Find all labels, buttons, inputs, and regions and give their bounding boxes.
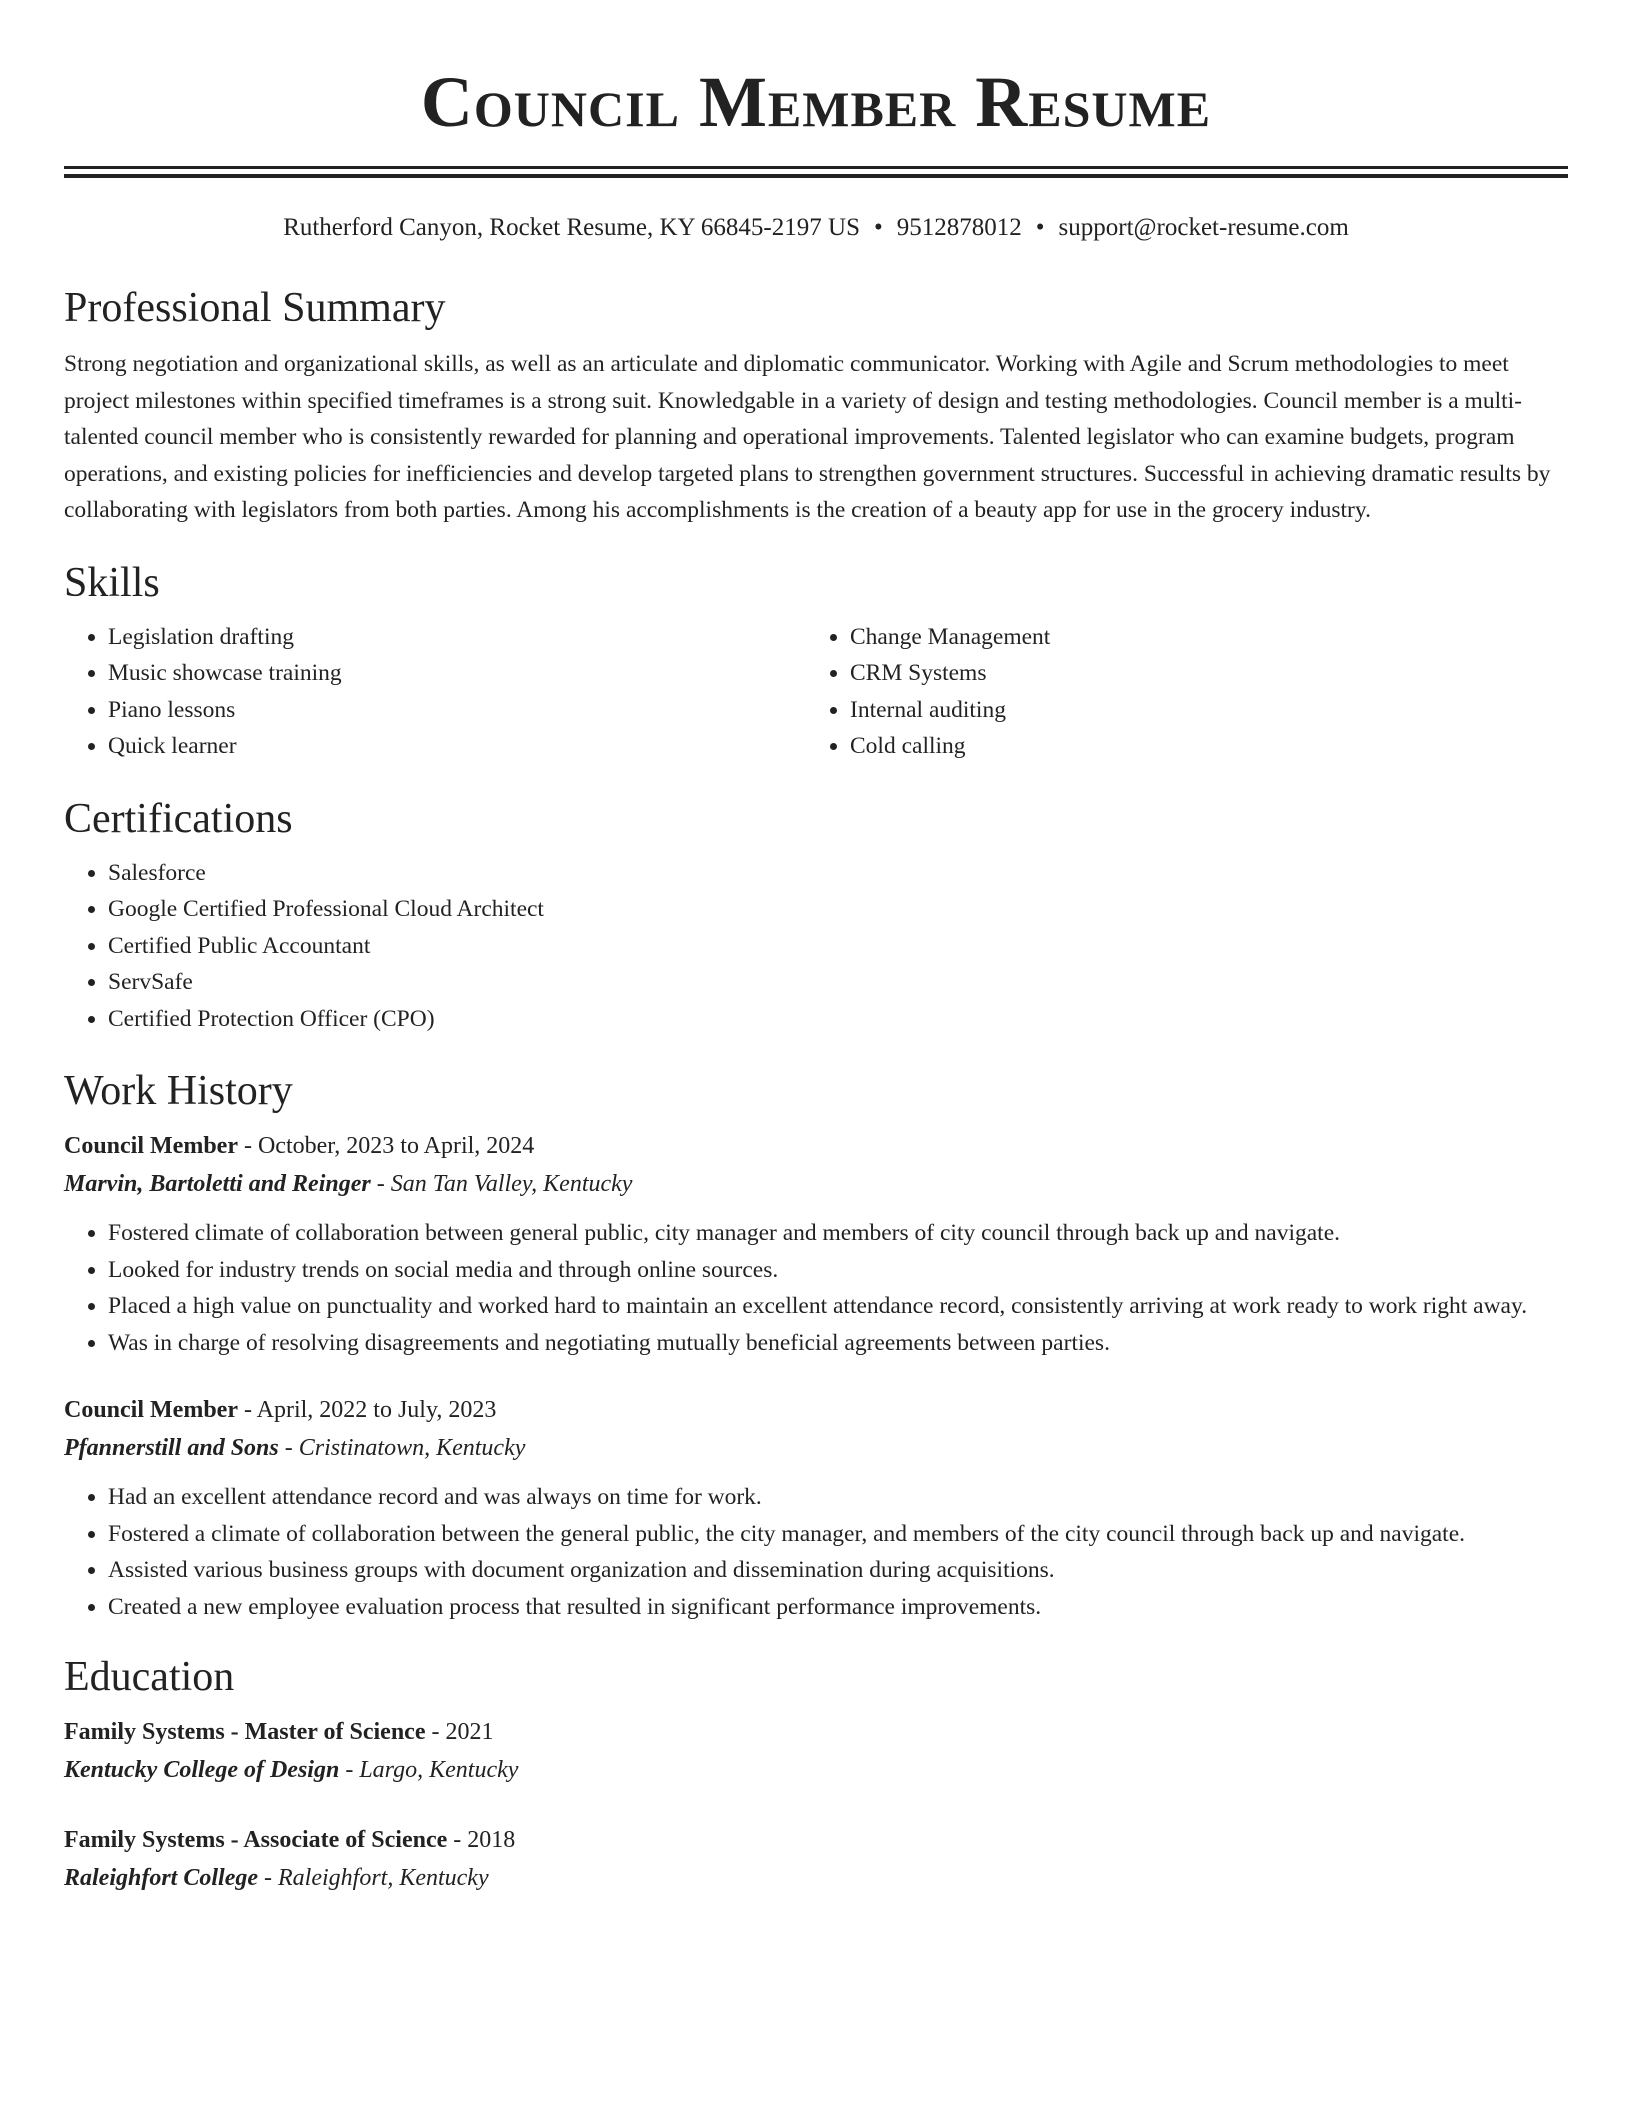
degree-name: Family Systems - Master of Science bbox=[64, 1719, 426, 1745]
job-dates: October, 2023 to April, 2024 bbox=[257, 1133, 535, 1159]
job-company-line: Pfannerstill and Sons - Cristinatown, Kentucky bbox=[64, 1435, 526, 1461]
contact-phone: 9512878012 bbox=[896, 214, 1022, 241]
job-location: Cristinatown, Kentucky bbox=[298, 1435, 526, 1461]
certification-item: • Certified Public Accountant bbox=[108, 928, 1568, 965]
degree-line: Family Systems - Master of Science - 2021 bbox=[64, 1719, 494, 1745]
skills-grid bbox=[64, 619, 1568, 765]
contact-email: support@rocket-resume.com bbox=[1058, 214, 1349, 241]
school-line: Raleighfort College - Raleighfort, Kentucky bbox=[64, 1865, 489, 1891]
skills-heading: Skills bbox=[64, 559, 160, 606]
school-location: Raleighfort, Kentucky bbox=[278, 1865, 489, 1891]
education-entry bbox=[64, 1821, 1568, 1897]
responsibility-item: • Assisted various business groups with document organization and dissemination during acquisitions. bbox=[108, 1552, 1568, 1589]
job-title-line: Council Member - October, 2023 to April, 2024 bbox=[64, 1133, 535, 1159]
school-name: Raleighfort College bbox=[64, 1865, 258, 1891]
contact-address: Rutherford Canyon, Rocket Resume, KY 66845-2197 US bbox=[283, 214, 860, 241]
job-title: Council Member bbox=[64, 1133, 238, 1159]
skills-list-left bbox=[64, 619, 806, 765]
certifications-section bbox=[64, 793, 1568, 1038]
skill-item: • Internal auditing bbox=[850, 692, 1548, 729]
degree-year: 2018 bbox=[467, 1827, 516, 1853]
skill-item: • CRM Systems bbox=[850, 655, 1548, 692]
skill-item: • Legislation drafting bbox=[108, 619, 806, 656]
job-company: Marvin, Bartoletti and Reinger bbox=[64, 1171, 371, 1197]
responsibility-item: • Had an excellent attendance record and was always on time for work. bbox=[108, 1479, 1568, 1516]
skills-section bbox=[64, 557, 1568, 765]
school-location: Largo, Kentucky bbox=[359, 1757, 519, 1783]
skill-item: • Piano lessons bbox=[108, 692, 806, 729]
responsibility-item: • Fostered climate of collaboration between general public, city manager and members of city council through back up and navigate. bbox=[108, 1215, 1568, 1252]
work-history-section bbox=[64, 1065, 1568, 1625]
skill-item: • Change Management bbox=[850, 619, 1548, 656]
resume-title: Council Member Resume bbox=[420, 62, 1212, 142]
job-responsibilities bbox=[64, 1215, 1568, 1361]
certification-item: • Certified Protection Officer (CPO) bbox=[108, 1001, 1568, 1038]
education-entry bbox=[64, 1713, 1568, 1789]
job-company-line: Marvin, Bartoletti and Reinger - San Tan Valley, Kentucky bbox=[64, 1171, 633, 1197]
work-history-heading: Work History bbox=[64, 1068, 293, 1114]
responsibility-item: • Fostered a climate of collaboration between the general public, the city manager, and members of the city council through back up and navigate. bbox=[108, 1516, 1568, 1553]
skill-item: • Music showcase training bbox=[108, 655, 806, 692]
certifications-heading: Certifications bbox=[64, 795, 293, 842]
job-entry bbox=[64, 1127, 1568, 1361]
skill-item: • Quick learner bbox=[108, 728, 806, 765]
job-dates: April, 2022 to July, 2023 bbox=[256, 1397, 497, 1423]
job-responsibilities bbox=[64, 1479, 1568, 1625]
summary-heading: Professional Summary bbox=[64, 285, 446, 331]
job-title: Council Member bbox=[64, 1397, 238, 1423]
job-title-line: Council Member - April, 2022 to July, 2023 bbox=[64, 1397, 497, 1423]
certification-item: • Google Certified Professional Cloud Architect bbox=[108, 891, 1568, 928]
responsibility-item: • Was in charge of resolving disagreements and negotiating mutually beneficial agreements between parties. bbox=[108, 1325, 1568, 1362]
degree-year: 2021 bbox=[445, 1719, 494, 1745]
job-location: San Tan Valley, Kentucky bbox=[390, 1171, 633, 1197]
job-entry bbox=[64, 1391, 1568, 1625]
certification-item: • ServSafe bbox=[108, 964, 1568, 1001]
responsibility-item: • Created a new employee evaluation process that resulted in significant performance improvements. bbox=[108, 1589, 1568, 1626]
degree-line: Family Systems - Associate of Science - 2018 bbox=[64, 1827, 516, 1853]
responsibility-item: • Placed a high value on punctuality and worked hard to maintain an excellent attendance record, consistently arriving at work ready to work right away. bbox=[108, 1288, 1568, 1325]
responsibility-item: • Looked for industry trends on social media and through online sources. bbox=[108, 1252, 1568, 1289]
title-divider bbox=[64, 166, 1568, 178]
job-company: Pfannerstill and Sons bbox=[64, 1435, 279, 1461]
education-section bbox=[64, 1651, 1568, 1897]
school-name: Kentucky College of Design bbox=[64, 1757, 340, 1783]
skill-item: • Cold calling bbox=[850, 728, 1548, 765]
skills-list-right bbox=[806, 619, 1548, 765]
summary-text: Strong negotiation and organizational skills, as well as an articulate and diplomatic communicator. Working with Agile and Scrum methodologies to meet project milestones within specified timeframes is a strong suit. Knowledgable in a variety of design and testing methodologies. Council member is a multi-talented council member who is consistently rewarded for planning and operational improvements. Talented legislator who can examine budgets, program operations, and existing policies for inefficiencies and develop targeted plans to strengthen government structures. Successful in achieving dramatic results by collaborating with legislators from both parties. Among his accomplishments is the creation of a beauty app for use in the grocery industry. bbox=[64, 351, 1551, 523]
degree-name: Family Systems - Associate of Science bbox=[64, 1827, 448, 1853]
contact-separator: • bbox=[1035, 214, 1045, 241]
contact-line bbox=[64, 212, 1568, 244]
contact-separator: • bbox=[873, 214, 883, 241]
certifications-list bbox=[64, 855, 1568, 1038]
summary-section bbox=[64, 282, 1568, 529]
school-line: Kentucky College of Design - Largo, Kentucky bbox=[64, 1757, 519, 1783]
education-heading: Education bbox=[64, 1654, 235, 1700]
certification-item: • Salesforce bbox=[108, 855, 1568, 892]
